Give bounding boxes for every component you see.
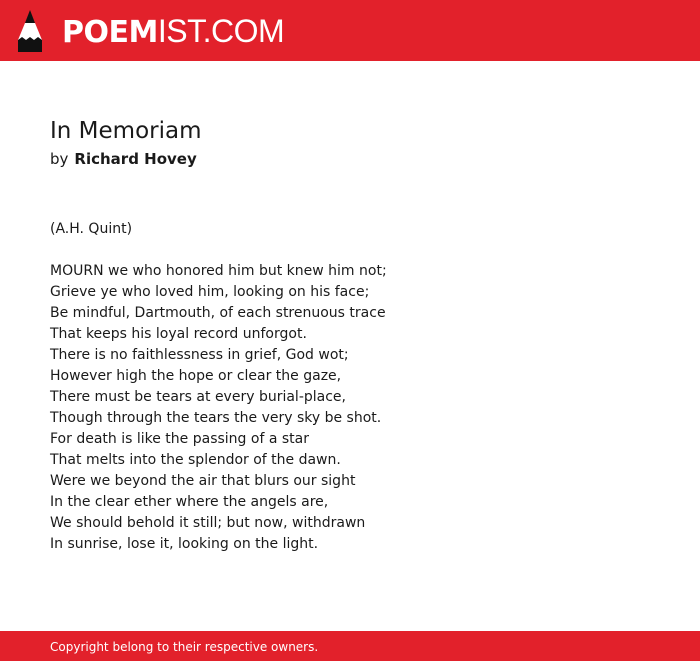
poem-line: Grieve ye who loved him, looking on his face; (50, 284, 370, 300)
poem-line: That melts into the splendor of the dawn. (50, 452, 341, 468)
logo-wordmark (62, 12, 285, 50)
poem-line: There is no faithlessness in grief, God wot; (50, 347, 349, 363)
by-label: by (50, 150, 69, 168)
poem-line: However high the hope or clear the gaze, (50, 368, 342, 384)
byline (50, 148, 650, 170)
logo-text-bold: POEM (62, 14, 158, 50)
poem-line: In the clear ether where the angels are, (50, 494, 329, 510)
site-header (0, 0, 700, 61)
poem-line: For death is like the passing of a star (50, 431, 309, 447)
poem-line: We should behold it still; but now, withdrawn (50, 515, 366, 531)
poem-line: Be mindful, Dartmouth, of each strenuous trace (50, 305, 386, 321)
poem-header (50, 116, 650, 170)
poem-line: Were we beyond the air that blurs our sight (50, 473, 356, 489)
site-footer (0, 631, 700, 661)
logo-text-light: IST.COM (157, 12, 285, 49)
copyright-text: Copyright belong to their respective owners. (50, 640, 319, 654)
author-link[interactable]: Richard Hovey (74, 150, 197, 168)
poem-body (50, 261, 387, 555)
poem-line: That keeps his loyal record unforgot. (50, 326, 307, 342)
poem-line: MOURN we who honored him but knew him not; (50, 263, 387, 279)
poem-dedication: (A.H. Quint) (50, 221, 133, 237)
poem-title: In Memoriam (50, 118, 202, 144)
pencil-icon (18, 10, 42, 52)
poem-line: In sunrise, lose it, looking on the light. (50, 536, 319, 552)
poem-line: There must be tears at every burial-place, (50, 389, 346, 405)
site-logo-link[interactable] (18, 10, 284, 52)
poem-line: Though through the tears the very sky be shot. (50, 410, 382, 426)
